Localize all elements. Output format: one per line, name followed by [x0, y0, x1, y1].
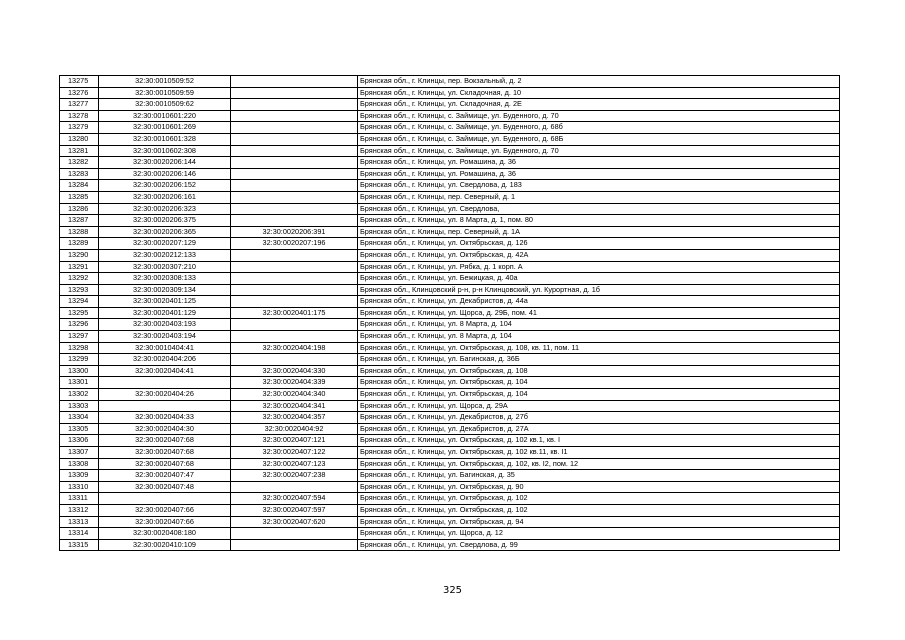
cadastral-number-cell: 32:30:0010509:62: [99, 99, 231, 111]
table-row: [60, 273, 840, 285]
table-row: [60, 157, 840, 169]
related-cadastral-number-cell: 32:30:0020404:341: [231, 400, 358, 412]
address-cell: Брянская обл., г. Клинцы, ул. Щорса, д. 12: [358, 528, 840, 540]
cadastral-number-cell: 32:30:0010602:308: [99, 145, 231, 157]
cadastral-number-cell: 32:30:0020404:41: [99, 365, 231, 377]
related-cadastral-number-cell: 32:30:0020407:620: [231, 516, 358, 528]
cadastral-number-cell: 32:30:0010601:269: [99, 122, 231, 134]
table-row: [60, 389, 840, 401]
cadastral-number-cell: 32:30:0020410:109: [99, 539, 231, 551]
related-cadastral-number-cell: [231, 331, 358, 343]
cadastral-number-cell: 32:30:0020403:194: [99, 331, 231, 343]
row-number-cell: 13312: [60, 504, 99, 516]
related-cadastral-number-cell: 32:30:0020404:92: [231, 423, 358, 435]
related-cadastral-number-cell: 32:30:0020407:597: [231, 504, 358, 516]
address-cell: Брянская обл., г. Клинцы, с. Займище, ул. Буденного, д. 70: [358, 145, 840, 157]
related-cadastral-number-cell: [231, 180, 358, 192]
address-cell: Брянская обл., Клинцовский р-н, р-н Клинцовский, ул. Курортная, д. 1б: [358, 284, 840, 296]
table-row: [60, 261, 840, 273]
cadastral-number-cell: 32:30:0020212:133: [99, 249, 231, 261]
address-cell: Брянская обл., г. Клинцы, пер. Вокзальный, д. 2: [358, 76, 840, 88]
table-row: [60, 377, 840, 389]
related-cadastral-number-cell: [231, 249, 358, 261]
address-cell: Брянская обл., г. Клинцы, ул. Октябрьская, д. 102 кв.1, кв. I: [358, 435, 840, 447]
cadastral-number-cell: 32:30:0020407:68: [99, 435, 231, 447]
page-number: 325: [442, 585, 463, 596]
cadastral-number-cell: 32:30:0020206:323: [99, 203, 231, 215]
address-cell: Брянская обл., г. Клинцы, ул. Ромашина, д. 36: [358, 168, 840, 180]
cadastral-number-cell: 32:30:0020404:30: [99, 423, 231, 435]
cadastral-number-cell: [99, 493, 231, 505]
row-number-cell: 13307: [60, 447, 99, 459]
table-row: [60, 470, 840, 482]
cadastral-number-cell: 32:30:0020407:47: [99, 470, 231, 482]
table-row: [60, 203, 840, 215]
address-cell: Брянская обл., г. Клинцы, с. Займище, ул. Буденного, д. 68б: [358, 122, 840, 134]
row-number-cell: 13289: [60, 238, 99, 250]
address-cell: Брянская обл., г. Клинцы, ул. Октябрьская, д. 94: [358, 516, 840, 528]
address-cell: Брянская обл., г. Клинцы, ул. Октябрьская, д. 90: [358, 481, 840, 493]
cadastral-number-cell: 32:30:0010601:220: [99, 110, 231, 122]
related-cadastral-number-cell: [231, 191, 358, 203]
related-cadastral-number-cell: [231, 261, 358, 273]
row-number-cell: 13293: [60, 284, 99, 296]
row-number-cell: 13275: [60, 76, 99, 88]
address-cell: Брянская обл., г. Клинцы, ул. Октябрьская, д. 42А: [358, 249, 840, 261]
table-row: [60, 226, 840, 238]
table-row: [60, 342, 840, 354]
address-cell: Брянская обл., г. Клинцы, ул. Рябка, д. 1 корп. А: [358, 261, 840, 273]
row-number-cell: 13282: [60, 157, 99, 169]
address-cell: Брянская обл., г. Клинцы, ул. Октябрьская, д. 102, кв. I2, пом. 12: [358, 458, 840, 470]
row-number-cell: 13281: [60, 145, 99, 157]
address-cell: Брянская обл., г. Клинцы, ул. Свердлова, д. 99: [358, 539, 840, 551]
cadastral-number-cell: 32:30:0020206:161: [99, 191, 231, 203]
table-row: [60, 122, 840, 134]
table-row: [60, 539, 840, 551]
address-cell: Брянская обл., г. Клинцы, ул. Складочная, д. 10: [358, 87, 840, 99]
row-number-cell: 13296: [60, 319, 99, 331]
address-cell: Брянская обл., г. Клинцы, ул. Декабристов, д. 27б: [358, 412, 840, 424]
row-number-cell: 13276: [60, 87, 99, 99]
table-row: [60, 284, 840, 296]
address-cell: Брянская обл., г. Клинцы, пер. Северный, д. 1: [358, 191, 840, 203]
table-row: [60, 76, 840, 88]
table-row: [60, 99, 840, 111]
cadastral-number-cell: 32:30:0020407:48: [99, 481, 231, 493]
address-cell: Брянская обл., г. Клинцы, ул. Декабристов, д. 27А: [358, 423, 840, 435]
cadastral-number-cell: 32:30:0020401:125: [99, 296, 231, 308]
table-row: [60, 528, 840, 540]
related-cadastral-number-cell: [231, 203, 358, 215]
row-number-cell: 13301: [60, 377, 99, 389]
related-cadastral-number-cell: [231, 284, 358, 296]
address-cell: Брянская обл., г. Клинцы, ул. Багинская, д. 36Б: [358, 354, 840, 366]
table-row: [60, 191, 840, 203]
table-row: [60, 296, 840, 308]
address-cell: Брянская обл., г. Клинцы, ул. Багинская, д. 35: [358, 470, 840, 482]
address-cell: Брянская обл., г. Клинцы, ул. Свердлова, д. 183: [358, 180, 840, 192]
row-number-cell: 13285: [60, 191, 99, 203]
row-number-cell: 13300: [60, 365, 99, 377]
cadastral-number-cell: 32:30:0020407:68: [99, 447, 231, 459]
related-cadastral-number-cell: [231, 99, 358, 111]
address-cell: Брянская обл., г. Клинцы, ул. 8 Марта, д. 104: [358, 331, 840, 343]
row-number-cell: 13304: [60, 412, 99, 424]
cadastral-number-cell: 32:30:0010509:59: [99, 87, 231, 99]
address-cell: Брянская обл., г. Клинцы, ул. 8 Марта, д. 1, пом. 80: [358, 215, 840, 227]
related-cadastral-number-cell: [231, 539, 358, 551]
cadastral-number-cell: 32:30:0010509:52: [99, 76, 231, 88]
row-number-cell: 13283: [60, 168, 99, 180]
table-row: [60, 145, 840, 157]
related-cadastral-number-cell: 32:30:0020404:339: [231, 377, 358, 389]
table-row: [60, 458, 840, 470]
table-row: [60, 481, 840, 493]
row-number-cell: 13302: [60, 389, 99, 401]
related-cadastral-number-cell: [231, 76, 358, 88]
row-number-cell: 13299: [60, 354, 99, 366]
table-row: [60, 516, 840, 528]
address-cell: Брянская обл., г. Клинцы, ул. Октябрьская, д. 108: [358, 365, 840, 377]
address-cell: Брянская обл., г. Клинцы, пер. Северный, д. 1А: [358, 226, 840, 238]
related-cadastral-number-cell: 32:30:0020401:175: [231, 307, 358, 319]
row-number-cell: 13291: [60, 261, 99, 273]
table-row: [60, 249, 840, 261]
row-number-cell: 13303: [60, 400, 99, 412]
related-cadastral-number-cell: [231, 87, 358, 99]
cadastral-number-cell: 32:30:0020407:66: [99, 504, 231, 516]
related-cadastral-number-cell: 32:30:0020404:198: [231, 342, 358, 354]
related-cadastral-number-cell: 32:30:0020407:238: [231, 470, 358, 482]
row-number-cell: 13279: [60, 122, 99, 134]
cadastral-number-cell: 32:30:0020408:180: [99, 528, 231, 540]
cadastral-number-cell: 32:30:0020206:146: [99, 168, 231, 180]
table-row: [60, 412, 840, 424]
row-number-cell: 13292: [60, 273, 99, 285]
cadastral-number-cell: 32:30:0020407:68: [99, 458, 231, 470]
row-number-cell: 13287: [60, 215, 99, 227]
row-number-cell: 13298: [60, 342, 99, 354]
cadastral-number-cell: 32:30:0020207:129: [99, 238, 231, 250]
row-number-cell: 13306: [60, 435, 99, 447]
cadastral-number-cell: 32:30:0010404:41: [99, 342, 231, 354]
row-number-cell: 13313: [60, 516, 99, 528]
cadastral-number-cell: 32:30:0020404:26: [99, 389, 231, 401]
related-cadastral-number-cell: [231, 133, 358, 145]
related-cadastral-number-cell: 32:30:0020404:330: [231, 365, 358, 377]
row-number-cell: 13290: [60, 249, 99, 261]
related-cadastral-number-cell: 32:30:0020206:391: [231, 226, 358, 238]
address-cell: Брянская обл., г. Клинцы, ул. Бежицкая, д. 40а: [358, 273, 840, 285]
related-cadastral-number-cell: [231, 168, 358, 180]
row-number-cell: 13284: [60, 180, 99, 192]
cadastral-number-cell: 32:30:0020206:144: [99, 157, 231, 169]
table-row: [60, 447, 840, 459]
related-cadastral-number-cell: [231, 296, 358, 308]
related-cadastral-number-cell: [231, 215, 358, 227]
table-row: [60, 238, 840, 250]
address-cell: Брянская обл., г. Клинцы, с. Займище, ул. Буденного, д. 70: [358, 110, 840, 122]
related-cadastral-number-cell: [231, 122, 358, 134]
related-cadastral-number-cell: 32:30:0020404:357: [231, 412, 358, 424]
related-cadastral-number-cell: [231, 145, 358, 157]
address-cell: Брянская обл., г. Клинцы, ул. Октябрьская, д. 104: [358, 389, 840, 401]
table-row: [60, 493, 840, 505]
address-cell: Брянская обл., г. Клинцы, ул. Октябрьская, д. 108, кв. 11, пом. 11: [358, 342, 840, 354]
cadastral-number-cell: [99, 377, 231, 389]
row-number-cell: 13314: [60, 528, 99, 540]
table-row: [60, 504, 840, 516]
row-number-cell: 13278: [60, 110, 99, 122]
row-number-cell: 13309: [60, 470, 99, 482]
row-number-cell: 13297: [60, 331, 99, 343]
table-row: [60, 168, 840, 180]
row-number-cell: 13305: [60, 423, 99, 435]
related-cadastral-number-cell: 32:30:0020407:122: [231, 447, 358, 459]
row-number-cell: 13277: [60, 99, 99, 111]
cadastral-number-cell: 32:30:0010601:328: [99, 133, 231, 145]
address-cell: Брянская обл., г. Клинцы, ул. Октябрьская, д. 126: [358, 238, 840, 250]
address-cell: Брянская обл., г. Клинцы, ул. Щорса, д. 29А: [358, 400, 840, 412]
cadastral-number-cell: [99, 400, 231, 412]
cadastral-number-cell: 32:30:0020404:206: [99, 354, 231, 366]
cadastral-number-cell: 32:30:0020307:210: [99, 261, 231, 273]
address-cell: Брянская обл., г. Клинцы, ул. Складочная, д. 2Е: [358, 99, 840, 111]
table-row: [60, 215, 840, 227]
address-cell: Брянская обл., г. Клинцы, ул. Щорса, д. 29Б, пом. 41: [358, 307, 840, 319]
related-cadastral-number-cell: [231, 319, 358, 331]
table-row: [60, 87, 840, 99]
row-number-cell: 13311: [60, 493, 99, 505]
address-cell: Брянская обл., г. Клинцы, ул. Октябрьская, д. 102: [358, 493, 840, 505]
cadastral-number-cell: 32:30:0020407:66: [99, 516, 231, 528]
row-number-cell: 13280: [60, 133, 99, 145]
table-row: [60, 331, 840, 343]
cadastral-number-cell: 32:30:0020404:33: [99, 412, 231, 424]
row-number-cell: 13308: [60, 458, 99, 470]
related-cadastral-number-cell: 32:30:0020207:196: [231, 238, 358, 250]
table-row: [60, 133, 840, 145]
table-row: [60, 423, 840, 435]
address-cell: Брянская обл., г. Клинцы, ул. Октябрьская, д. 102 кв.11, кв. I1: [358, 447, 840, 459]
related-cadastral-number-cell: [231, 481, 358, 493]
address-cell: Брянская обл., г. Клинцы, ул. Ромашина, д. 36: [358, 157, 840, 169]
registry-table: [59, 75, 840, 551]
related-cadastral-number-cell: 32:30:0020407:594: [231, 493, 358, 505]
related-cadastral-number-cell: [231, 528, 358, 540]
address-cell: Брянская обл., г. Клинцы, ул. 8 Марта, д. 104: [358, 319, 840, 331]
cadastral-number-cell: 32:30:0020206:365: [99, 226, 231, 238]
related-cadastral-number-cell: [231, 273, 358, 285]
row-number-cell: 13286: [60, 203, 99, 215]
table-row: [60, 110, 840, 122]
table-row: [60, 365, 840, 377]
table-row: [60, 180, 840, 192]
cadastral-number-cell: 32:30:0020403:193: [99, 319, 231, 331]
table-row: [60, 400, 840, 412]
address-cell: Брянская обл., г. Клинцы, ул. Свердлова,: [358, 203, 840, 215]
table-row: [60, 319, 840, 331]
table-row: [60, 435, 840, 447]
address-cell: Брянская обл., г. Клинцы, ул. Октябрьская, д. 102: [358, 504, 840, 516]
cadastral-number-cell: 32:30:0020308:133: [99, 273, 231, 285]
row-number-cell: 13295: [60, 307, 99, 319]
table-row: [60, 354, 840, 366]
related-cadastral-number-cell: [231, 110, 358, 122]
related-cadastral-number-cell: 32:30:0020404:340: [231, 389, 358, 401]
address-cell: Брянская обл., г. Клинцы, ул. Октябрьская, д. 104: [358, 377, 840, 389]
cadastral-number-cell: 32:30:0020206:375: [99, 215, 231, 227]
related-cadastral-number-cell: [231, 354, 358, 366]
table-row: [60, 307, 840, 319]
related-cadastral-number-cell: [231, 157, 358, 169]
cadastral-number-cell: 32:30:0020401:129: [99, 307, 231, 319]
row-number-cell: 13294: [60, 296, 99, 308]
row-number-cell: 13315: [60, 539, 99, 551]
row-number-cell: 13310: [60, 481, 99, 493]
row-number-cell: 13288: [60, 226, 99, 238]
address-cell: Брянская обл., г. Клинцы, с. Займище, ул. Буденного, д. 68Б: [358, 133, 840, 145]
address-cell: Брянская обл., г. Клинцы, ул. Декабристов, д. 44а: [358, 296, 840, 308]
registry-table-body: [60, 76, 840, 551]
cadastral-number-cell: 32:30:0020309:134: [99, 284, 231, 296]
related-cadastral-number-cell: 32:30:0020407:123: [231, 458, 358, 470]
cadastral-number-cell: 32:30:0020206:152: [99, 180, 231, 192]
related-cadastral-number-cell: 32:30:0020407:121: [231, 435, 358, 447]
